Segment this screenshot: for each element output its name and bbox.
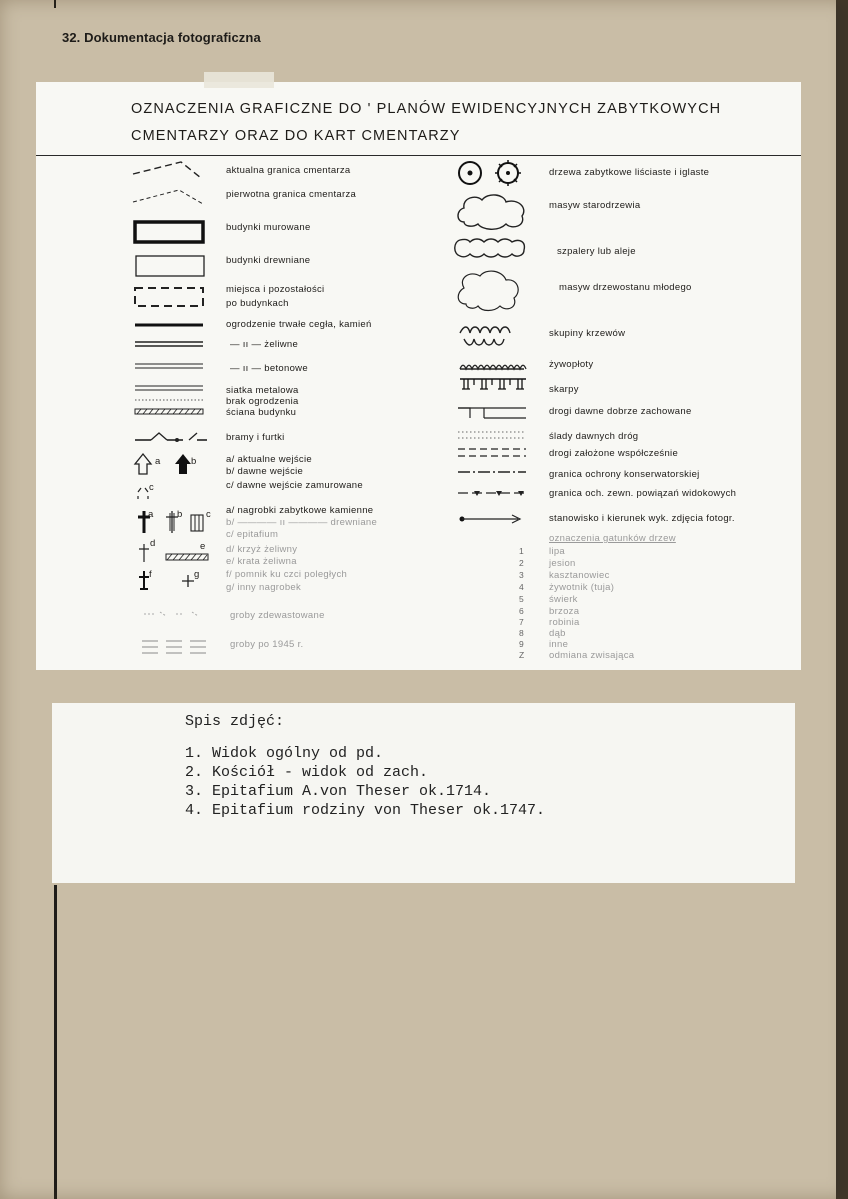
tree-name: jesion xyxy=(549,558,576,569)
page-header: 32. Dokumentacja fotograficzna xyxy=(62,30,261,45)
monument-symbols xyxy=(136,569,216,593)
tree-name: brzoza xyxy=(549,606,580,617)
tree-number: 3 xyxy=(519,570,524,580)
tree-name: lipa xyxy=(549,546,565,557)
tree-name: świerk xyxy=(549,594,578,605)
binding-line xyxy=(54,885,57,1199)
fence-concrete-symbol xyxy=(133,361,207,371)
tree-number: 6 xyxy=(519,606,524,616)
tree-name: odmiana zwisająca xyxy=(549,650,635,661)
label-post-1945-graves: groby po 1945 r. xyxy=(230,639,304,650)
photo-list-card xyxy=(52,703,795,883)
young-stand-symbol xyxy=(454,268,524,312)
legend-title-line2: CMENTARZY ORAZ DO KART CMENTARZY xyxy=(131,128,461,144)
label-tomb-stone: a/ nagrobki zabytkowe kamienne xyxy=(226,505,374,516)
shrub-groups-symbol xyxy=(456,319,526,353)
label-old-trees: masyw starodrzewia xyxy=(549,200,641,211)
label-current-boundary: aktualna granica cmentarza xyxy=(226,165,351,176)
current-boundary-symbol xyxy=(131,158,206,186)
label-old-roads: drogi dawne dobrze zachowane xyxy=(549,406,692,417)
tomb-letter-b: b xyxy=(177,509,183,520)
escarpments-symbol xyxy=(458,376,528,394)
tomb-letter-e: e xyxy=(200,541,206,552)
walled-entrance-symbol xyxy=(133,482,163,502)
tomb-letter-f: f xyxy=(149,569,152,580)
label-modern-roads: drogi założone współcześnie xyxy=(549,448,679,459)
view-boundary-symbol xyxy=(456,486,530,500)
photo-list-item: 2. Kościół - widok od zach. xyxy=(185,764,429,781)
tree-number: 2 xyxy=(519,558,524,568)
tree-name: dąb xyxy=(549,628,566,639)
label-gates: bramy i furtki xyxy=(226,432,285,443)
label-tree-rows: szpalery lub aleje xyxy=(557,246,636,257)
original-boundary-symbol xyxy=(131,186,206,208)
old-trees-massif-symbol xyxy=(454,190,532,232)
label-photo-position: stanowisko i kierunek wyk. zdjęcia fotogr. xyxy=(549,513,735,524)
photo-list-item: 1. Widok ogólny od pd. xyxy=(185,745,384,762)
label-no-fence: brak ogrodzenia xyxy=(226,396,299,407)
label-fence-cast-iron: — ıı — żeliwne xyxy=(230,339,299,350)
legend-card xyxy=(36,82,801,670)
label-epitaph: c/ epitafium xyxy=(226,529,279,540)
tomb-letter-a: a xyxy=(148,509,154,520)
gate-symbol xyxy=(133,429,209,445)
wire-mesh-symbol xyxy=(133,383,207,423)
label-young-stand: masyw drzewostanu młodego xyxy=(559,282,692,293)
tree-number: 4 xyxy=(519,582,524,592)
fence-permanent-symbol xyxy=(133,320,207,330)
label-devastated-graves: groby zdewastowane xyxy=(230,610,325,621)
tree-number: 5 xyxy=(519,594,524,604)
road-traces-symbol xyxy=(456,429,528,441)
tree-number: Z xyxy=(519,650,525,660)
title-divider xyxy=(36,155,801,156)
label-building-remains-1: miejsca i pozostałości xyxy=(226,284,325,295)
fence-cast-iron-symbol xyxy=(133,339,207,349)
tree-name: inne xyxy=(549,639,569,650)
label-escarpments: skarpy xyxy=(549,384,579,395)
label-iron-grille: e/ krata żeliwna xyxy=(226,556,297,567)
modern-roads-symbol xyxy=(456,446,528,460)
label-fence-permanent: ogrodzenie trwałe cegła, kamień xyxy=(226,319,372,330)
photo-list-heading: Spis zdjęć: xyxy=(185,713,285,730)
entrance-letter-a: a xyxy=(155,456,161,467)
label-original-boundary: pierwotna granica cmentarza xyxy=(226,189,357,200)
building-remains-symbol xyxy=(133,285,207,311)
tree-name: żywotnik (tuja) xyxy=(549,582,615,593)
tree-name: robinia xyxy=(549,617,580,628)
label-other-tomb: g/ inny nagrobek xyxy=(226,582,302,593)
tree-number: 7 xyxy=(519,617,524,627)
label-view-boundary: granica och. zewn. powiązań widokowych xyxy=(549,488,737,499)
label-protection-boundary: granica ochrony konserwatorskiej xyxy=(549,469,700,480)
label-entrance-former: b/ dawne wejście xyxy=(226,466,304,477)
label-entrance-walled: c/ dawne wejście zamurowane xyxy=(226,480,363,491)
page-edge-shadow xyxy=(836,0,848,1199)
label-tree-species-header: oznaczenia gatunków drzew xyxy=(549,533,676,544)
tomb-letter-c: c xyxy=(206,509,212,520)
hedges-symbol xyxy=(458,361,528,375)
post-1945-graves-symbol xyxy=(140,638,212,660)
label-entrance-current: a/ aktualne wejście xyxy=(226,454,312,465)
tape-strip xyxy=(204,72,274,88)
label-hedges: żywopłoty xyxy=(549,359,594,370)
label-fence-concrete: — ıı — betonowe xyxy=(230,363,308,374)
tree-number: 8 xyxy=(519,628,524,638)
photo-position-symbol xyxy=(456,510,530,526)
old-roads-symbol xyxy=(456,404,528,420)
tree-name: kasztanowiec xyxy=(549,570,610,581)
photo-list-item: 4. Epitafium rodziny von Theser ok.1747. xyxy=(185,802,546,819)
tomb-letter-d: d xyxy=(150,538,156,549)
legend-title xyxy=(131,96,721,150)
label-wire-mesh: siatka metalowa xyxy=(226,385,299,396)
entrance-letter-b: b xyxy=(191,456,197,467)
label-building-remains-2: po budynkach xyxy=(226,298,289,309)
legend-title-line1: OZNACZENIA GRAFICZNE DO ' PLANÓW EWIDENCYJNYCH ZABYTKOWYCH xyxy=(131,101,722,117)
label-brick-buildings: budynki murowane xyxy=(226,222,311,233)
binding-mark xyxy=(54,0,56,8)
label-iron-cross: d/ krzyż żeliwny xyxy=(226,544,298,555)
label-tomb-wood: b/ ———— ıı ———— drewniane xyxy=(226,517,378,528)
entrance-letter-c: c xyxy=(149,482,155,493)
tree-number: 1 xyxy=(519,546,524,556)
wooden-building-symbol xyxy=(134,254,208,280)
protection-boundary-symbol xyxy=(456,467,528,477)
tree-rows-symbol xyxy=(454,236,532,262)
heritage-trees-symbol xyxy=(456,157,528,191)
label-building-wall: ściana budynku xyxy=(226,407,297,418)
label-memorial: f/ pomnik ku czci poległych xyxy=(226,569,348,580)
label-shrubs: skupiny krzewów xyxy=(549,328,626,339)
label-heritage-trees: drzewa zabytkowe liściaste i iglaste xyxy=(549,167,710,178)
brick-building-symbol xyxy=(133,220,207,246)
tree-number: 9 xyxy=(519,639,524,649)
tomb-letter-g: g xyxy=(194,569,200,580)
devastated-graves-symbol xyxy=(136,607,216,621)
label-road-traces: ślady dawnych dróg xyxy=(549,431,639,442)
photo-list-item: 3. Epitafium A.von Theser ok.1714. xyxy=(185,783,492,800)
label-wooden-buildings: budynki drewniane xyxy=(226,255,311,266)
